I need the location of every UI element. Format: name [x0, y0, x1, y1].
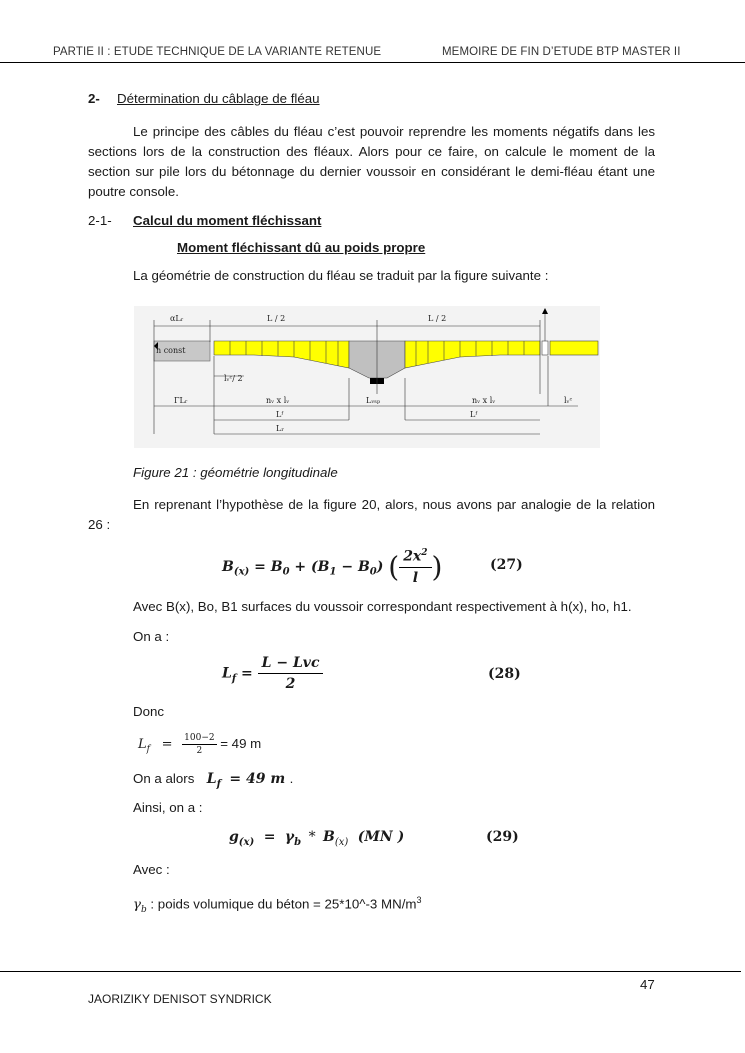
longitudinal-geometry-figure [134, 306, 600, 448]
gamma-symbol-sub: b [140, 905, 147, 916]
donc-lhs-sub: f [146, 744, 150, 755]
label-alpha-l: αLᵣ [170, 314, 184, 323]
donc-lhs: L [138, 736, 147, 752]
eq29-b-sub: (x) [334, 836, 349, 848]
label-gamma-l: ΓLᵣ [174, 396, 188, 405]
eq29-eq: = [263, 829, 276, 845]
on-a-alors-text: On a alors [133, 771, 195, 786]
eq29-gamma: γ [284, 829, 295, 845]
gamma-def-exp: 3 [416, 895, 422, 905]
gamma-symbol: γ [133, 897, 141, 913]
label-l-vsp: Lᵥₛₚ [366, 396, 381, 405]
figure-caption: Figure 21 : géométrie longitudinale [133, 465, 338, 480]
donc-eq: = [161, 736, 173, 752]
eq28-fraction [258, 655, 324, 692]
eq29-star: * [308, 829, 316, 845]
eq27-frac-den: l [412, 569, 419, 586]
donc-calculation [138, 733, 261, 756]
donc-den: 2 [196, 746, 203, 756]
label-nv-lv-right: nᵥ x lᵥ [472, 396, 496, 405]
label-half-l-left: L / 2 [267, 314, 286, 323]
result-rest: = 49 m [229, 771, 286, 787]
donc-num: 100−2 [184, 733, 215, 743]
result-lhs-sub: f [216, 779, 221, 791]
eq27-sub0: 0 [282, 566, 290, 578]
label-l-vc: lᵥᶜ [564, 396, 573, 405]
label-lr: Lᵣ [276, 424, 285, 433]
eq28-lhs: L [222, 665, 232, 682]
footer-rule [0, 971, 741, 972]
on-a-alors-line [133, 769, 293, 790]
eq29-b: B [323, 829, 335, 845]
eq27-fraction [399, 548, 431, 586]
eq27-lhs-sub: (x) [233, 566, 250, 578]
eq29-g-sub: (x) [238, 836, 255, 848]
closure-gap [542, 341, 548, 355]
eq27-frac-num: 2x [403, 548, 422, 565]
section-number: 2- [88, 91, 100, 106]
eq27-frac-num-exp: 2 [421, 548, 428, 558]
label-lvc-half: lᵥᶜ/ 2 [224, 374, 243, 383]
eq27-sub0b: 0 [369, 566, 377, 578]
equation-29-number: (29) [486, 829, 519, 845]
eq28-lhs-sub: f [231, 673, 237, 685]
gamma-def-text: : poids volumique du béton = 25*10^-3 MN/m [150, 896, 417, 912]
subsection-number: 2-1- [88, 213, 112, 228]
equation-28-number: (28) [488, 666, 521, 682]
gamma-definition [133, 890, 422, 920]
eq29-g: g [229, 829, 239, 845]
label-lf-left: Lᶠ [276, 410, 284, 419]
next-span-segment [550, 341, 598, 355]
avec-text: Avec : [133, 862, 170, 877]
eq27-lhs: B [222, 558, 234, 575]
eq29-gamma-sub: b [294, 836, 302, 848]
eq27-b: + (B [289, 558, 330, 575]
on-a-text: On a : [133, 629, 170, 644]
equation-27: $B_{(x)} = B_0 + (B_1 - B_0)$ ( $\frac{2x^2}{l}$ ) [222, 548, 443, 586]
donc-text: Donc [133, 704, 165, 719]
eq27-c: − B [336, 558, 370, 575]
eq28-den: 2 [285, 676, 296, 692]
running-header-left: PARTIE II : ETUDE TECHNIQUE DE LA VARIANTE RETENUE [53, 46, 382, 58]
running-header-right: MEMOIRE DE FIN D’ETUDE BTP MASTER II [442, 46, 681, 58]
label-lf-right: Lᶠ [470, 410, 478, 419]
eq29-unit: (MN ) [357, 829, 405, 845]
geometry-intro: La géométrie de construction du fléau se traduit par la figure suivante : [133, 268, 549, 283]
intro-paragraph: Le principe des câbles du fléau c’est pouvoir reprendre les moments négatifs dans les sections lors de la construction des fléaux. Alors pour ce faire, on calcule le moment de la section sur pile lors du bétonnage du dernier voussoir en considérant le demi-fléau étant une poutre console. [88, 124, 655, 199]
donc-result: = 49 m [220, 735, 262, 751]
label-half-l-right: L / 2 [428, 314, 447, 323]
reprise-paragraph: En reprenant l’hypothèse de la figure 20, alors, nous avons par analogie de la relation 26 : [88, 497, 655, 532]
header-rule [0, 62, 745, 63]
eq28-num: L − Lvc [258, 655, 324, 674]
equation-29 [229, 829, 404, 848]
eq28-eq: = [241, 665, 253, 682]
label-h-const: h const [156, 346, 186, 355]
result-lhs: L [206, 771, 217, 787]
eq27-sub1: 1 [329, 566, 337, 578]
subsection-subtitle: Moment fléchissant dû au poids propre [177, 240, 426, 255]
subsection-title: Calcul du moment fléchissant [133, 213, 322, 228]
page-number: 47 [640, 977, 655, 992]
result-dot: . [289, 771, 294, 786]
eq27-a: = B [254, 558, 283, 575]
footer-author: JAORIZIKY DENISOT SYNDRICK [88, 992, 272, 1006]
equation-27-number: (27) [490, 557, 523, 573]
eq27-d: ) [376, 558, 384, 575]
label-nv-lv-left: nᵥ x lᵥ [266, 396, 290, 405]
section-title: Détermination du câblage de fléau [117, 91, 320, 106]
avec-b-text: Avec B(x), Bo, B1 surfaces du voussoir correspondant respectivement à h(x), ho, h1. [133, 599, 632, 614]
equation-28 [222, 655, 323, 692]
ainsi-text: Ainsi, on a : [133, 800, 203, 815]
donc-fraction [182, 733, 216, 756]
